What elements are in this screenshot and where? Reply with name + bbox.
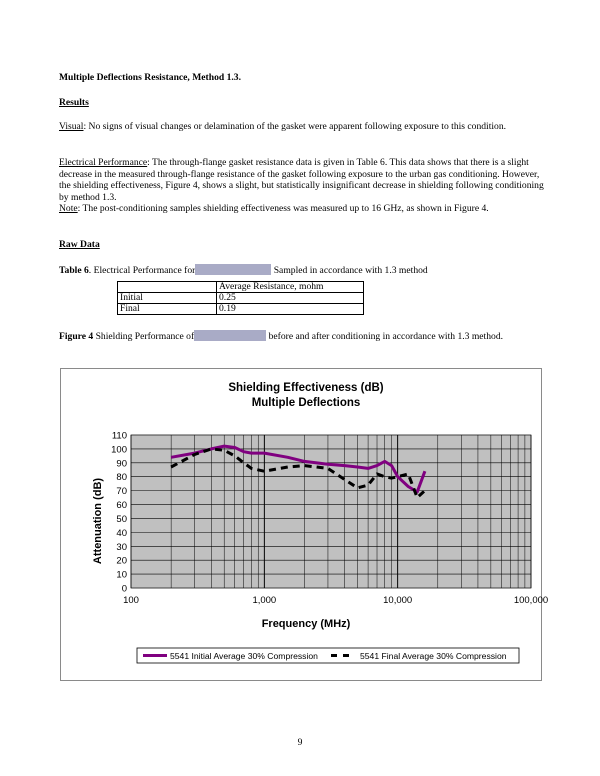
table-row: [118, 304, 364, 315]
table-caption-text-after: Sampled in accordance with 1.3 method: [271, 265, 428, 276]
visual-label: Visual: [59, 121, 84, 132]
x-tick-label: 100,000: [513, 595, 549, 606]
y-tick-label: 10: [116, 569, 127, 581]
x-axis-label: Frequency (MHz): [261, 618, 351, 630]
y-axis-label: Attenuation (dB): [92, 477, 104, 565]
table-cell: Final: [118, 304, 217, 315]
figure-caption-label: Figure 4: [59, 331, 94, 342]
table-header-cell: Average Resistance, mohm: [217, 282, 364, 293]
x-tick-label: 100: [123, 595, 139, 606]
table-row: [118, 293, 364, 304]
page-number: 9: [297, 737, 303, 748]
resistance-table: [117, 281, 364, 315]
y-tick-label: 30: [116, 541, 127, 553]
y-tick-label: 0: [121, 583, 127, 595]
y-tick-label: 100: [111, 444, 127, 456]
table-header-cell: [118, 282, 217, 293]
redacted-block: [195, 264, 271, 275]
table-caption: [59, 264, 544, 277]
electrical-label: Electrical Performance: [59, 157, 148, 168]
chart-title: Shielding Effectiveness (dB): [228, 382, 384, 394]
electrical-paragraph: [59, 157, 544, 203]
x-tick-label: 10,000: [383, 595, 413, 606]
table-caption-text: . Electrical Performance for: [88, 265, 196, 276]
electrical-text: : The through-flange gasket resistance data is given in Table 6. This data shows that there is a slight decrease in the measured through-flange resistance of the gasket following exposure to the urban gas conditioning. However, the shielding effectiveness, Figure 4, shows a slight, but statistically insignificant decrease in shielding following conditioning by method 1.3.: [59, 157, 544, 203]
note-paragraph: [59, 203, 544, 215]
table-cell: 0.19: [217, 304, 364, 315]
visual-paragraph: [59, 121, 544, 133]
results-heading: Results: [59, 97, 89, 108]
y-tick-label: 50: [116, 513, 127, 525]
legend-label-initial: 5541 Initial Average 30% Compression: [170, 651, 318, 661]
figure-caption-text: Shielding Performance of: [93, 331, 195, 342]
chart-subtitle: Multiple Deflections: [251, 397, 361, 409]
y-tick-label: 90: [116, 458, 127, 470]
figure-caption: [59, 330, 544, 343]
y-tick-label: 60: [116, 500, 127, 512]
table-cell: 0.25: [217, 293, 364, 304]
y-tick-label: 110: [111, 430, 127, 442]
section-heading: Multiple Deflections Resistance, Method 1.3.: [59, 72, 241, 83]
y-tick-label: 40: [116, 527, 127, 539]
legend-label-final: 5541 Final Average 30% Compression: [360, 651, 507, 661]
y-tick-label: 80: [116, 472, 127, 484]
y-tick-label: 70: [116, 486, 127, 498]
y-tick-label: 20: [116, 555, 127, 567]
note-text: : The post-conditioning samples shielding effectiveness was measured up to 16 GHz, as shown in Figure 4.: [77, 203, 489, 214]
note-label: Note: [59, 203, 78, 214]
plot-area: [131, 435, 531, 588]
table-row: [118, 282, 364, 293]
x-tick-label: 1,000: [252, 595, 277, 606]
visual-text: : No signs of visual changes or delamination of the gasket were apparent following exposure to this condition.: [83, 121, 507, 132]
shielding-chart: [61, 369, 549, 680]
figure-caption-text-after: before and after conditioning in accordance with 1.3 method.: [266, 331, 504, 342]
table-cell: Initial: [118, 293, 217, 304]
raw-data-heading: Raw Data: [59, 239, 100, 250]
table-caption-label: Table 6: [59, 265, 89, 276]
redacted-block: [194, 330, 266, 341]
chart-frame: [60, 368, 549, 681]
